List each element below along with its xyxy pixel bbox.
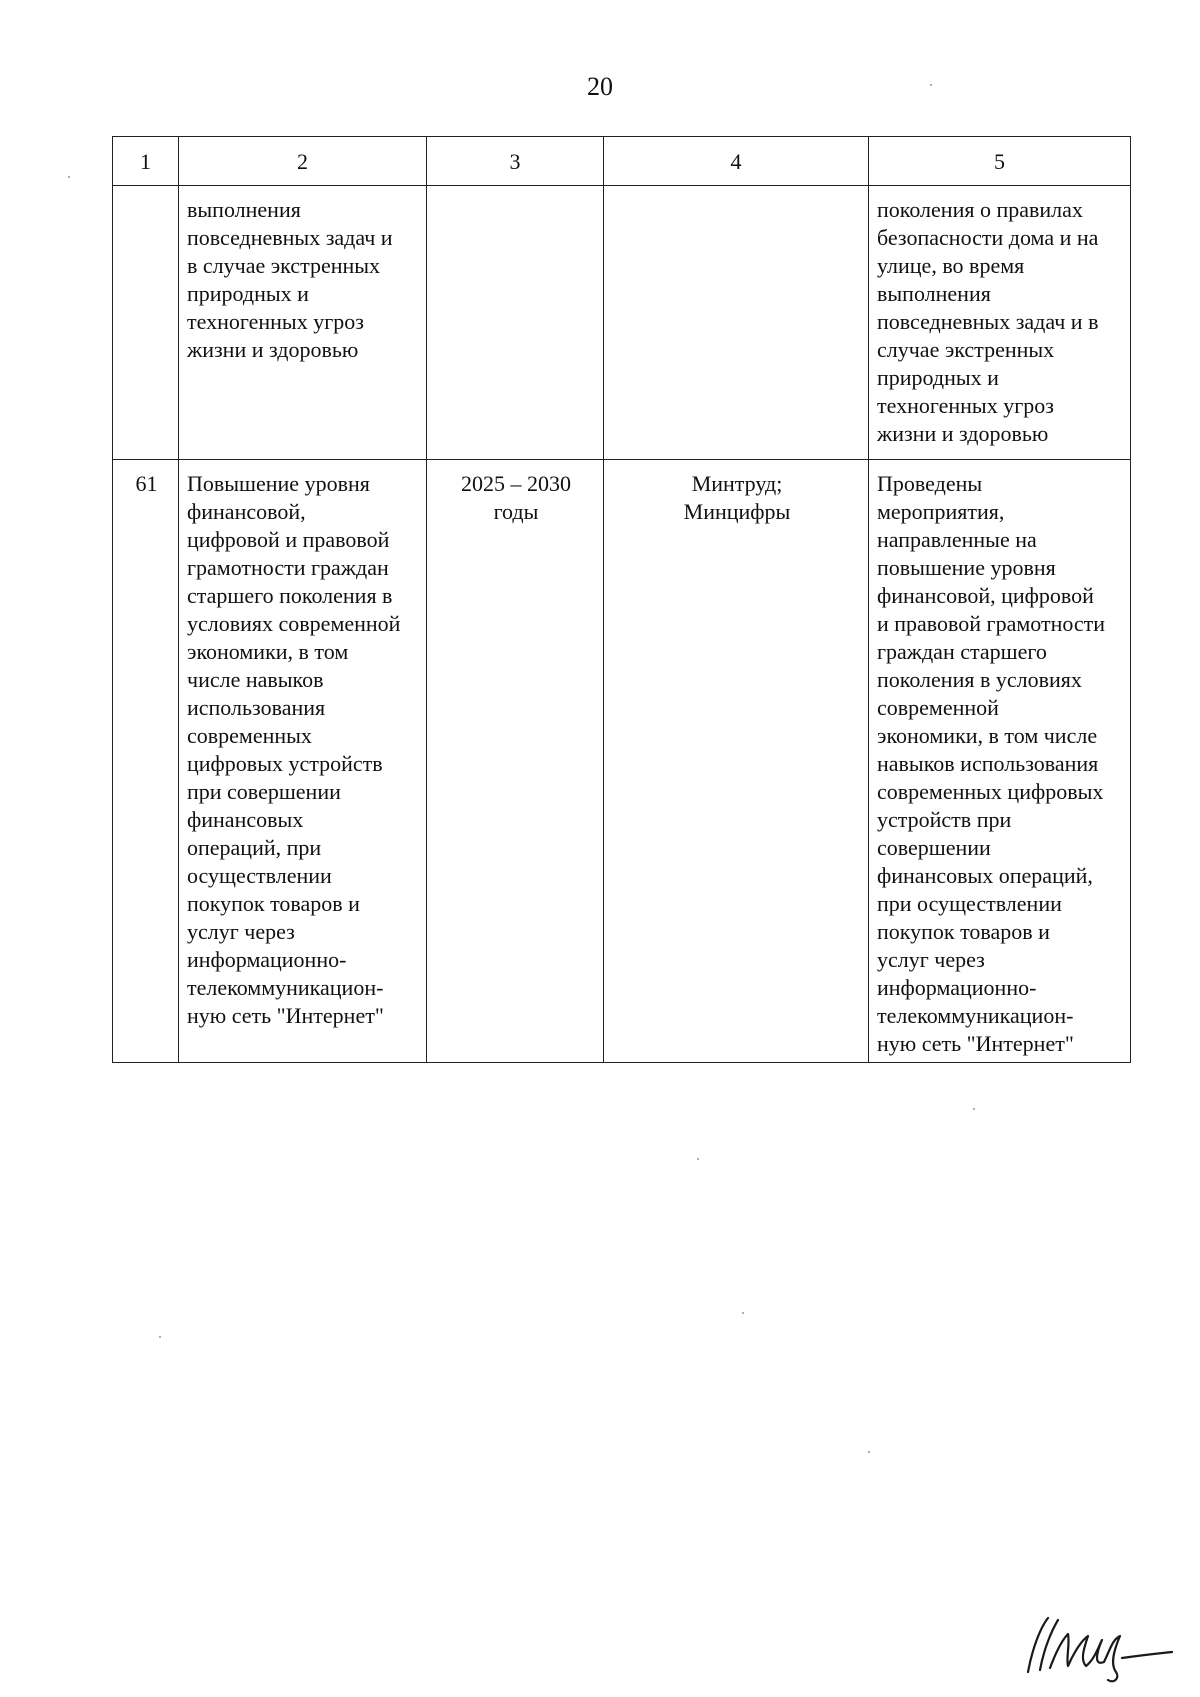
cell-text-line: повседневных задач и в	[877, 309, 1099, 334]
cell-text-line: покупок товаров и	[187, 891, 360, 916]
cell-text-line: старшего поколения в	[187, 583, 393, 608]
cell-text-line: цифровой и правовой	[187, 527, 390, 552]
row-number-cell	[113, 186, 179, 460]
program-table	[112, 136, 1131, 1063]
cell-text-line: телекоммуникацион-	[877, 1003, 1074, 1028]
cell-text-line: финансовых операций,	[877, 863, 1093, 888]
cell-text-line: жизни и здоровью	[877, 421, 1049, 446]
cell-text-line: современных цифровых	[877, 779, 1104, 804]
handwritten-signature	[1010, 1600, 1180, 1690]
table-header-row	[113, 137, 1131, 186]
cell-text-line: природных и	[187, 281, 309, 306]
cell-text-line: числе навыков	[187, 667, 324, 692]
scan-speck	[742, 1312, 744, 1314]
cell-text-line: современных	[187, 723, 312, 748]
cell-text-line: совершении	[877, 835, 991, 860]
cell-text-line: граждан старшего	[877, 639, 1047, 664]
cell-text-line: экономики, в том числе	[877, 723, 1098, 748]
cell-text-line: направленные на	[877, 527, 1037, 552]
cell-text-line: Минцифры	[683, 499, 791, 524]
cell-text-line: цифровых устройств	[187, 751, 383, 776]
executors-cell	[604, 460, 869, 1063]
result-cell	[869, 460, 1131, 1063]
cell-text-line: информационно-	[187, 947, 347, 972]
cell-text-line: поколения о правилах	[877, 197, 1083, 222]
scan-speck	[973, 1108, 975, 1110]
cell-text-line: экономики, в том	[187, 639, 349, 664]
header-cell-5: 5	[869, 137, 1131, 186]
cell-text-line: поколения в условиях	[877, 667, 1082, 692]
cell-text-line: устройств при	[877, 807, 1012, 832]
page-number: 20	[587, 72, 613, 101]
cell-text-line: техногенных угроз	[187, 309, 364, 334]
cell-text-line: в случае экстренных	[187, 253, 381, 278]
cell-text-line: мероприятия,	[877, 499, 1005, 524]
cell-text-line: выполнения	[877, 281, 991, 306]
description-cell	[179, 460, 427, 1063]
cell-text-line: 2025 – 2030	[461, 471, 571, 496]
scan-speck	[159, 1336, 161, 1338]
cell-text-line: Проведены	[877, 471, 983, 496]
cell-text-line: выполнения	[187, 197, 301, 222]
cell-text-line: повседневных задач и	[187, 225, 393, 250]
header-cell-4: 4	[604, 137, 869, 186]
result-cell	[869, 186, 1131, 460]
cell-text-line: годы	[493, 499, 539, 524]
scan-speck	[68, 176, 70, 178]
table-row	[113, 186, 1131, 460]
scan-speck	[930, 84, 932, 86]
cell-text-line: Повышение уровня	[187, 471, 370, 496]
cell-text-line: и правовой грамотности	[877, 611, 1106, 636]
description-cell	[179, 186, 427, 460]
cell-text-line: финансовой, цифровой	[877, 583, 1094, 608]
cell-text-line: ную сеть "Интернет"	[877, 1031, 1074, 1056]
row-number-cell: 61	[113, 460, 179, 1063]
header-cell-2: 2	[179, 137, 427, 186]
cell-text-line: услуг через	[187, 919, 295, 944]
cell-text-line: улице, во время	[877, 253, 1025, 278]
cell-text-line: услуг через	[877, 947, 985, 972]
cell-text-line: условиях современной	[187, 611, 401, 636]
cell-text-line: финансовых	[187, 807, 304, 832]
header-cell-1: 1	[113, 137, 179, 186]
header-cell-3: 3	[427, 137, 604, 186]
cell-text-line: при осуществлении	[877, 891, 1062, 916]
period-cell	[427, 460, 604, 1063]
cell-text-line: природных и	[877, 365, 999, 390]
table-row	[113, 460, 1131, 1063]
cell-text-line: современной	[877, 695, 999, 720]
cell-text-line: грамотности граждан	[187, 555, 389, 580]
scan-speck	[697, 1158, 699, 1160]
cell-text-line: навыков использования	[877, 751, 1099, 776]
cell-text-line: случае экстренных	[877, 337, 1055, 362]
cell-text-line: операций, при	[187, 835, 322, 860]
cell-text-line: при совершении	[187, 779, 341, 804]
cell-text-line: телекоммуникацион-	[187, 975, 384, 1000]
cell-text-line: жизни и здоровью	[187, 337, 359, 362]
cell-text-line: безопасности дома и на	[877, 225, 1099, 250]
period-cell	[427, 186, 604, 460]
cell-text-line: повышение уровня	[877, 555, 1056, 580]
cell-text-line: осуществлении	[187, 863, 332, 888]
cell-text-line: информационно-	[877, 975, 1037, 1000]
cell-text-line: техногенных угроз	[877, 393, 1054, 418]
scan-speck	[868, 1451, 870, 1453]
cell-text-line: Минтруд;	[691, 471, 783, 496]
cell-text-line: покупок товаров и	[877, 919, 1050, 944]
cell-text-line: использования	[187, 695, 326, 720]
executors-cell	[604, 186, 869, 460]
cell-text-line: ную сеть "Интернет"	[187, 1003, 384, 1028]
cell-text-line: финансовой,	[187, 499, 306, 524]
